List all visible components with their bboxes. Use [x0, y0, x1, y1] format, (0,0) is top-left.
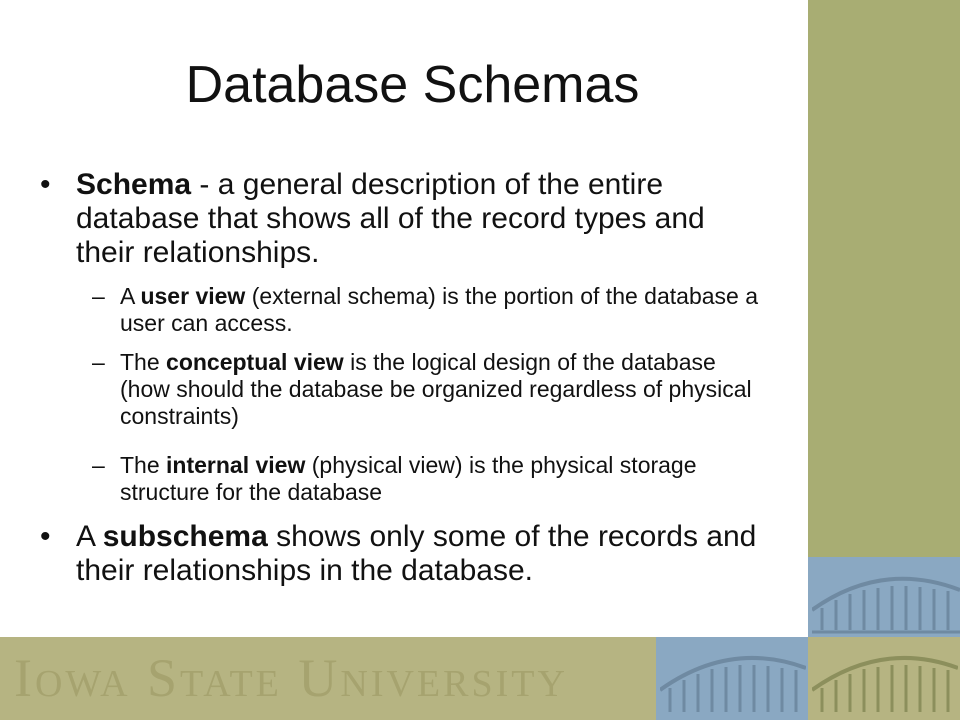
sub-bullet-text: A user view (external schema) is the portion of the database a user can access.: [120, 283, 758, 336]
building-arch-icon: [812, 648, 958, 716]
term-subschema: subschema: [102, 520, 268, 553]
dash-icon: –: [92, 452, 105, 478]
dash-icon: –: [92, 283, 105, 309]
dash-icon: –: [92, 349, 105, 375]
bullet-icon: •: [40, 168, 51, 201]
bullet-body: - a general description of the entire database that shows all of the record types and their relationships.: [76, 168, 705, 269]
sub-bullet-text: The internal view (physical view) is the physical storage structure for the database: [120, 452, 697, 505]
building-arch-icon: [812, 570, 960, 636]
bullet-icon: •: [40, 520, 51, 553]
sub-bullet-text: The conceptual view is the logical design of the database (how should the database be organized regardless of physical constraints): [120, 349, 752, 429]
term-conceptual-view: conceptual view: [166, 349, 344, 375]
university-wordmark: Iowa State University: [14, 648, 568, 708]
term-user-view: user view: [140, 283, 246, 309]
bullet-text: A subschema shows only some of the records and their relationships in the database.: [76, 520, 757, 587]
bullet-text: [76, 168, 766, 270]
building-arch-icon: [660, 648, 806, 716]
term-schema: Schema: [76, 168, 192, 201]
term-internal-view: internal view: [166, 452, 306, 478]
slide-title: Database Schemas: [185, 56, 640, 114]
